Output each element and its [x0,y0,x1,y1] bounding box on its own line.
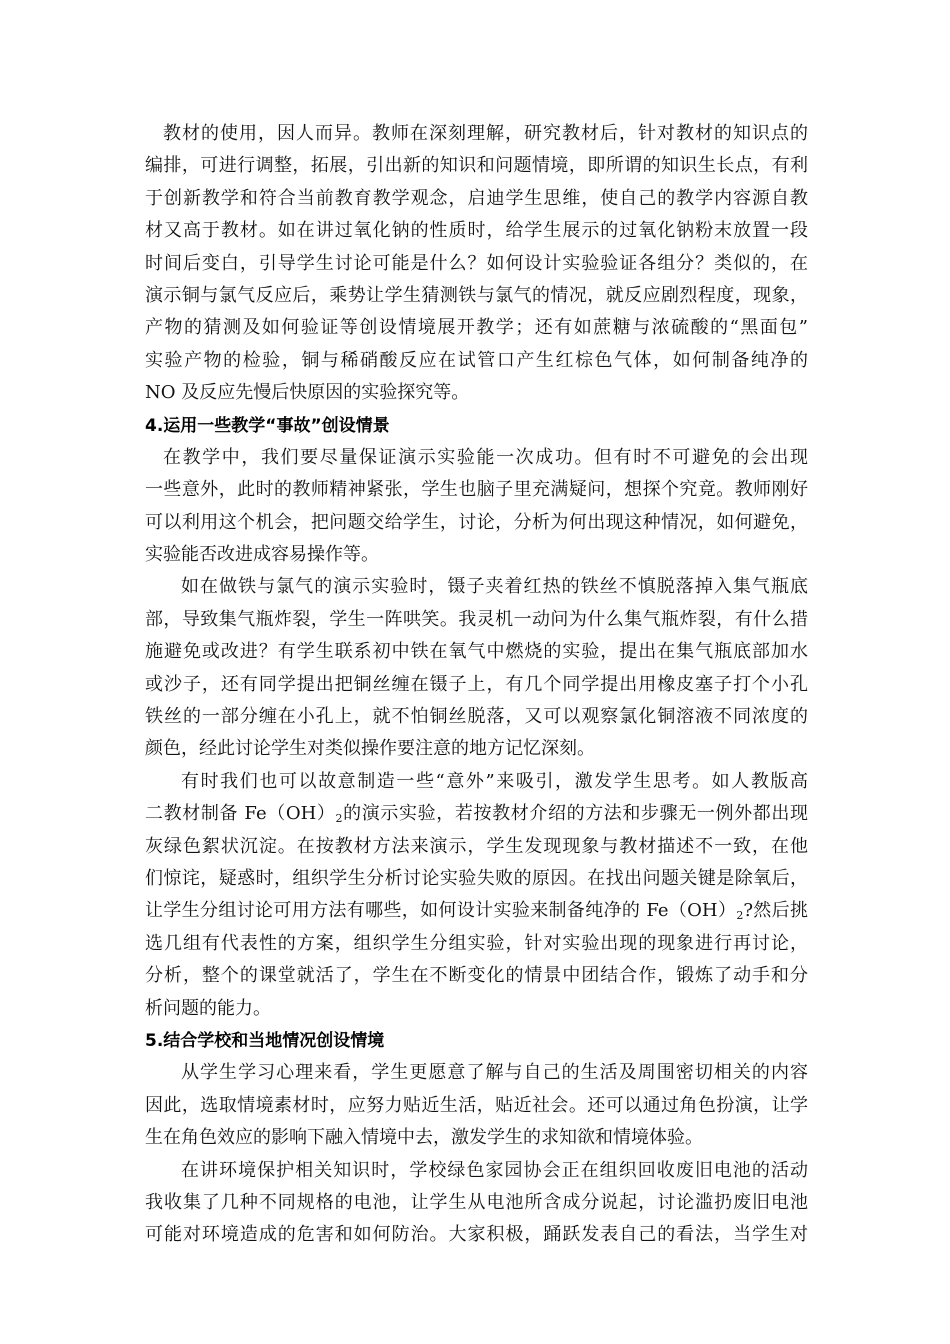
text-fragment: 让学生分组讨论可用方法有哪些，如何设计实验来制备纯净的 Fe（OH） [145,900,737,922]
text-line: 析问题的能力。 [145,997,271,1019]
text-line: 如在做铁与氯气的演示实验时，镊子夹着红热的铁丝不慎脱落掉入集气瓶底 [181,576,808,598]
text-line [145,895,808,927]
text-line: 教材的使用，因人而异。教师在深刻理解，研究教材后，针对教材的知识点的 [163,123,808,144]
text-line: 可以利用这个机会，把问题交给学生，讨论，分析为何出现这种情况，如何避免， [145,511,808,533]
text-line: 因此，选取情境素材时，应努力贴近生活，贴近社会。还可以通过角色扮演，让学 [145,1094,808,1116]
document-page [145,118,808,1252]
text-line: 在讲环境保护相关知识时，学校绿色家园协会正在组织回收废旧电池的活动 [181,1159,808,1181]
text-line: 部，导致集气瓶炸裂，学生一阵哄笑。我灵机一动问为什么集气瓶炸裂，有什么措 [145,608,808,630]
paragraph-demo-success [145,442,808,572]
subscript: 2 [736,909,744,923]
text-line: 从学生学习心理来看，学生更愿意了解与自己的生活及周围密切相关的内容 [181,1062,808,1084]
text-line: 分析，整个的课堂就活了，学生在不断变化的情景中团结合作，锻炼了动手和分 [145,965,808,987]
paragraph-deliberate-accident [145,766,808,1025]
text-line: 在教学中，我们要尽量保证演示实验能一次成功。但有时不可避免的会出现 [163,446,808,468]
text-line: 施避免或改进？有学生联系初中铁在氧气中燃烧的实验，提出在集气瓶底部加水 [145,641,808,663]
text-line: 我收集了几种不同规格的电池，让学生从电池所含成分说起，讨论滥扔废旧电池 [145,1191,808,1213]
text-line: 颜色，经此讨论学生对类似操作要注意的地方记忆深刻。 [145,738,595,760]
text-line: 实验能否改进成容易操作等。 [145,544,379,566]
text-line: 们惊诧，疑惑时，组织学生分析讨论实验失败的原因。在找出问题关键是除氧后， [145,867,808,889]
paragraph-student-psychology [145,1057,808,1154]
section-heading-5: 5.结合学校和当地情况创设情境 [145,1030,385,1051]
text-line [145,798,808,830]
section-heading-4: 4.运用一些教学“事故”创设情景 [145,415,390,436]
text-line: 有时我们也可以故意制造一些“意外”来吸引，激发学生思考。如人教版高 [181,770,808,792]
text-line: 于创新教学和符合当前教育教学观念，启迪学生思维，使自己的教学内容源自教 [145,187,808,209]
paragraph-environment [145,1155,808,1252]
text-line: 可能对环境造成的危害和如何防治。大家积极，踊跃发表自己的看法，当学生对 [145,1224,808,1246]
text-line: 选几组有代表性的方案，组织学生分组实验，针对实验出现的现象进行再讨论， [145,932,808,954]
text-line: 材又高于教材。如在讲过氧化钠的性质时，给学生展示的过氧化钠粉末放置一段 [145,220,808,242]
text-line: 或沙子，还有同学提出把铜丝缠在镊子上，有几个同学提出用橡皮塞子打个小孔 [145,673,808,695]
text-line: 编排，可进行调整，拓展，引出新的知识和问题情境，即所谓的知识生长点，有利 [145,155,808,177]
text-line: 生在角色效应的影响下融入情境中去，激发学生的求知欲和情境体验。 [145,1127,703,1149]
paragraph-textbook-usage [145,118,808,410]
text-line: NO 及反应先慢后快原因的实验探究等。 [145,382,470,404]
text-line: 实验产物的检验，铜与稀硝酸反应在试管口产生红棕色气体，如何制备纯净的 [145,349,808,371]
text-fragment: 二教材制备 Fe（OH） [145,803,336,825]
text-line: 灰绿色絮状沉淀。在按教材方法来演示，学生发现现象与教材描述不一致，在他 [145,835,808,857]
text-line: 一些意外，此时的教师精神紧张，学生也脑子里充满疑问，想探个究竟。教师刚好 [145,479,808,501]
text-fragment: 的演示实验，若按教材介绍的方法和步骤无一例外都出现 [342,803,808,825]
text-line: 演示铜与氯气反应后，乘势让学生猜测铁与氯气的情况，就反应剧烈程度，现象， [145,284,808,306]
subscript: 2 [335,812,343,826]
text-line: 铁丝的一部分缠在小孔上，就不怕铜丝脱落，又可以观察氯化铜溶液不同浓度的 [145,706,808,728]
paragraph-iron-chlorine [145,571,808,765]
text-line: 时间后变白，引导学生讨论可能是什么？如何设计实验验证各组分？类似的，在 [145,252,808,274]
text-line: 产物的猜测及如何验证等创设情境展开教学；还有如蔗糖与浓硫酸的“黑面包” [145,317,808,339]
text-fragment: ?然后挑 [743,900,808,922]
